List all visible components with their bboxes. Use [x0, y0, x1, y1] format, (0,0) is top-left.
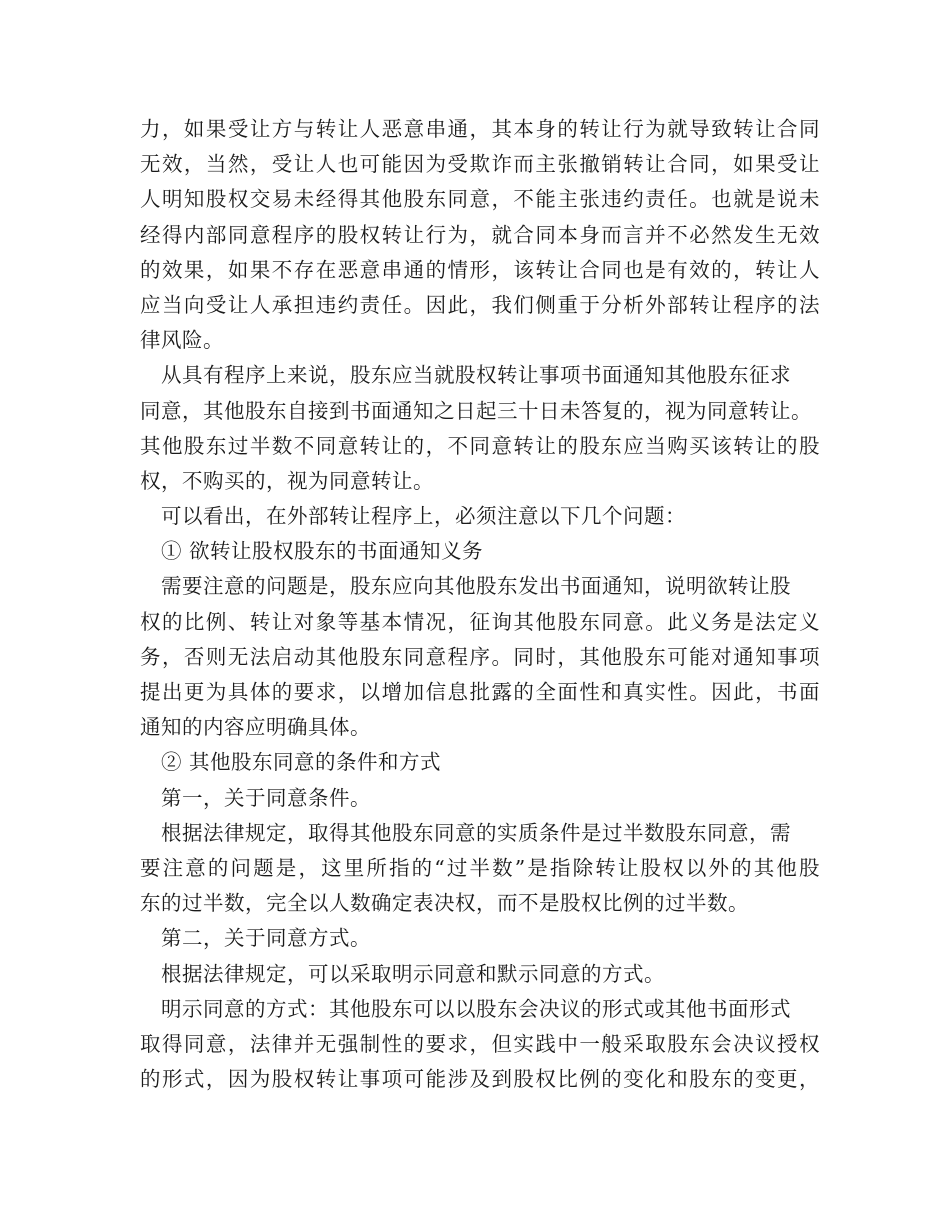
paragraph-start-line: 可以看出，在外部转让程序上，必须注意以下几个问题： — [161, 504, 686, 529]
text-line: 应当向受让人承担违约责任。因此，我们侧重于分析外部转让程序的法 — [140, 292, 820, 317]
subheading-line: 第一，关于同意条件。 — [161, 785, 371, 810]
text-line: 力，如果受让方与转让人恶意串通，其本身的转让行为就导致转让合同 — [140, 117, 820, 141]
text-line: 经得内部同意程序的股权转让行为，就合同本身而言并不必然发生无效 — [140, 222, 820, 247]
document-body — [140, 112, 820, 1097]
list-heading-1: ① 欲转让股权股东的书面通知义务 — [161, 539, 484, 564]
paragraph-start-line: 从具有程序上来说，股东应当就股权转让事项书面通知其他股东征求 — [161, 363, 791, 388]
text-line: 东的过半数，完全以人数确定表决权，而不是股权比例的过半数。 — [140, 891, 749, 916]
text-line: 通知的内容应明确具体。 — [140, 715, 371, 740]
paragraph-start-line: 明示同意的方式：其他股东可以以股东会决议的形式或其他书面形式 — [161, 996, 791, 1021]
text-line: 权的比例、转让对象等基本情况，征询其他股东同意。此义务是法定义 — [140, 609, 820, 634]
text-line: 同意，其他股东自接到书面通知之日起三十日未答复的，视为同意转让。 — [140, 398, 812, 423]
text-line: 务，否则无法启动其他股东同意程序。同时，其他股东可能对通知事项 — [140, 644, 820, 669]
text-line: 其他股东过半数不同意转让的，不同意转让的股东应当购买该转让的股 — [140, 433, 820, 458]
subheading-line: 第二，关于同意方式。 — [161, 926, 371, 951]
text-line: 要注意的问题是，这里所指的“过半数”是指除转让股权以外的其他股 — [140, 855, 820, 880]
text-line: 人明知股权交易未经得其他股东同意，不能主张违约责任。也就是说未 — [140, 187, 820, 212]
text-line: 律风险。 — [140, 328, 224, 353]
text-line: 权，不购买的，视为同意转让。 — [140, 468, 434, 493]
text-line: 的形式，因为股权转让事项可能涉及到股权比例的变化和股东的变更， — [140, 1067, 820, 1092]
text-line: 的效果，如果不存在恶意串通的情形，该转让合同也是有效的，转让人 — [140, 257, 820, 282]
text-line: 取得同意，法律并无强制性的要求，但实践中一般采取股东会决议授权 — [140, 1031, 820, 1056]
text-line: 无效，当然，受让人也可能因为受欺诈而主张撤销转让合同，如果受让 — [140, 152, 820, 177]
paragraph-start-line: 根据法律规定，可以采取明示同意和默示同意的方式。 — [161, 961, 665, 986]
paragraph-start-line: 需要注意的问题是，股东应向其他股东发出书面通知，说明欲转让股 — [161, 574, 791, 599]
text-line: 提出更为具体的要求，以增加信息批露的全面性和真实性。因此，书面 — [140, 680, 820, 704]
paragraph-start-line: 根据法律规定，取得其他股东同意的实质条件是过半数股东同意，需 — [161, 820, 791, 845]
list-heading-2: ② 其他股东同意的条件和方式 — [161, 750, 442, 775]
